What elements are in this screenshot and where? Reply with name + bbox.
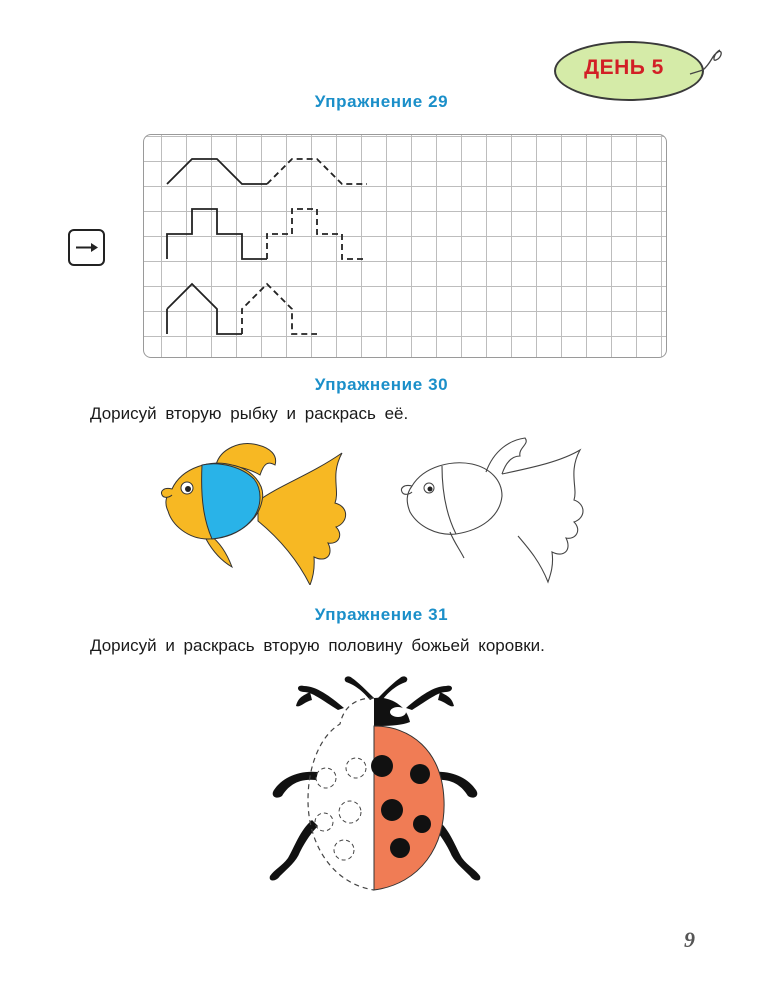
pattern-lines — [0, 0, 763, 360]
pattern-row-1-solid — [167, 159, 267, 184]
pattern-row-3-dashed — [242, 284, 317, 334]
outline-fish — [390, 432, 590, 584]
exercise-29-title: Упражнение 29 — [314, 92, 449, 111]
ladybug — [260, 670, 490, 900]
pattern-row-2-dashed — [267, 209, 367, 259]
pattern-row-2-solid — [167, 209, 267, 259]
pattern-row-3-solid — [167, 284, 242, 334]
exercise-30-task: Дорисуй вторую рыбку и раскрась её. — [90, 404, 409, 423]
exercise-30-title: Упражнение 30 — [314, 375, 449, 394]
page-number: 9 — [684, 927, 695, 952]
exercise-31-title: Упражнение 31 — [314, 605, 449, 624]
colored-fish — [150, 435, 360, 585]
day-badge-label: ДЕНЬ 5 — [584, 56, 664, 79]
exercise-31-task: Дорисуй и раскрась вторую половину божьей коровки. — [90, 636, 545, 655]
pattern-row-1-dashed — [267, 159, 367, 184]
